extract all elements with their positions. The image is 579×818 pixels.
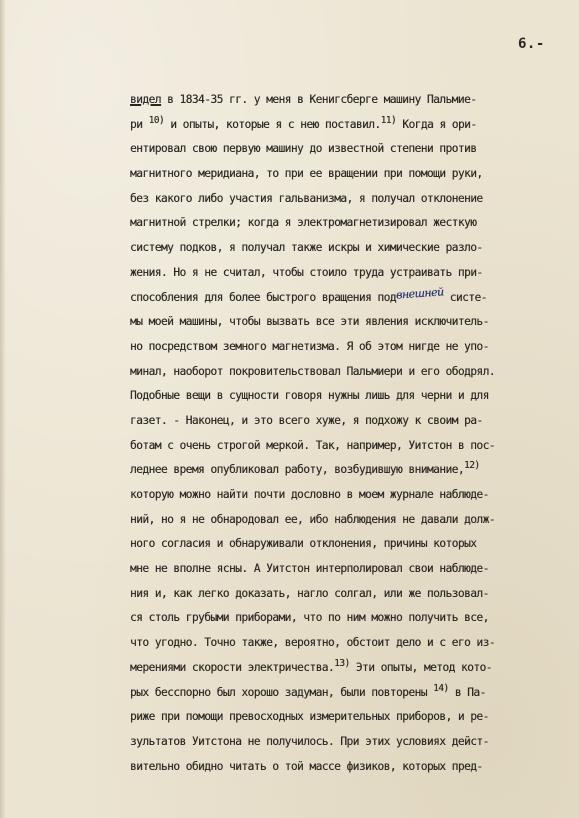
text-line [130, 582, 562, 607]
handwritten-insertion: внешней [395, 284, 444, 302]
text-run: способления для более быстрого вращения под [130, 290, 396, 304]
text-line [130, 606, 562, 631]
text-run: ний, но я не обнародовал ее, ибо наблюдения не давали долж- [130, 512, 495, 526]
text-run: ри [130, 117, 149, 131]
text-line [130, 261, 562, 286]
footnote-reference: 14) [433, 682, 449, 694]
text-line [130, 113, 562, 138]
text-line [130, 211, 562, 236]
footnote-reference: 10) [148, 114, 165, 126]
text-line [130, 730, 562, 755]
text-run: газет. - Наконец, и это всего хуже, я подхожу к своим ра- [130, 413, 483, 427]
text-run: Подобные вещи в сущности говоря нужны лишь для черни и для [130, 389, 489, 403]
footnote-reference: 12) [464, 460, 480, 472]
text-line [130, 705, 562, 730]
text-run: зультатов Уитстона не получилось. При этих условиях дейст- [130, 734, 489, 748]
text-run: что угодно. Точно также, вероятно, обстоит дело и с его из- [130, 636, 495, 650]
text-line [130, 409, 562, 434]
text-run: рых бесспорно был хорошо задуман, были повторены [130, 685, 434, 699]
underlined-word: видел [130, 93, 161, 106]
text-run: в Па- [448, 685, 486, 699]
text-run: Когда я ори- [396, 117, 477, 131]
text-run: жения. Но я не считал, чтобы стоило труда устраивать при- [130, 265, 483, 279]
text-line [130, 335, 562, 360]
text-line [130, 384, 562, 409]
text-run: в 1834-35 гг. у меня в Кенигсберге машину Пальмие- [160, 93, 477, 106]
text-run: ентировал свою первую машину до известной степени против [130, 142, 477, 156]
text-run: ния и, как легко доказать, нагло солгал, или же пользовал- [130, 586, 489, 600]
text-run: мерениями скорости электричества. [130, 660, 335, 674]
text-run: мы моей машины, чтобы вызвать все эти явления исключитель- [130, 315, 489, 329]
footnote-reference: 13) [334, 657, 350, 669]
text-line [130, 483, 562, 508]
text-run: магнитной стрелки; когда я электромагнетизировал жесткую [130, 216, 477, 230]
text-run: минал, наоборот покровительствовал Пальмиери и его ободрял. [130, 364, 495, 378]
text-run: которую можно найти почти дословно в моем журнале наблюде- [130, 488, 489, 501]
text-run: ся столь грубыми приборами, что по ним можно получить все, [130, 611, 489, 625]
text-line [130, 631, 562, 656]
text-line [130, 532, 562, 557]
text-run: вительно обидно читать о той массе физиков, которых пред- [130, 759, 483, 773]
text-line [130, 310, 562, 335]
text-line [130, 557, 562, 582]
text-run: ного согласия и обнаруживали отклонения, причины которых [130, 537, 477, 551]
text-run: Эти опыты, метод кото- [349, 660, 492, 674]
text-line [130, 187, 562, 212]
text-run: риже при помощи превосходных измерительных приборов, и ре- [130, 710, 489, 724]
text-line [130, 755, 562, 780]
page-number: 6.- [518, 36, 545, 52]
text-line [130, 137, 562, 162]
footnote-reference: 11) [380, 114, 397, 126]
paper-edge-shadow [0, 0, 6, 818]
body-text [130, 88, 562, 779]
text-run: леднее время опубликовал работу, возбудившую внимание, [130, 463, 465, 477]
text-line [130, 656, 562, 681]
text-run: но посредством земного магнетизма. Я об этом нигде не упо- [130, 339, 489, 353]
text-line [130, 681, 562, 706]
text-run: и опыты, которые я с нею поставил. [164, 117, 381, 131]
text-line [130, 88, 562, 113]
text-line [130, 286, 562, 311]
text-line [130, 508, 562, 533]
text-line [130, 236, 562, 261]
text-run: без какого либо участия гальванизма, я получал отклонение [130, 191, 483, 205]
text-run: систему подков, я получал также искры и химические разло- [130, 241, 483, 255]
text-line [130, 360, 562, 385]
text-run: ботам с очень строгой меркой. Так, например, Уитстон в пос- [130, 438, 495, 452]
text-line [130, 162, 562, 187]
text-line [130, 458, 562, 483]
text-line [130, 434, 562, 459]
text-run: систе- [443, 290, 487, 304]
text-run: мне не вполне ясны. А Уитстон интерполировал свои наблюде- [130, 562, 489, 576]
text-run: магнитного меридиана, то при ее вращении при помощи руки, [130, 167, 483, 181]
